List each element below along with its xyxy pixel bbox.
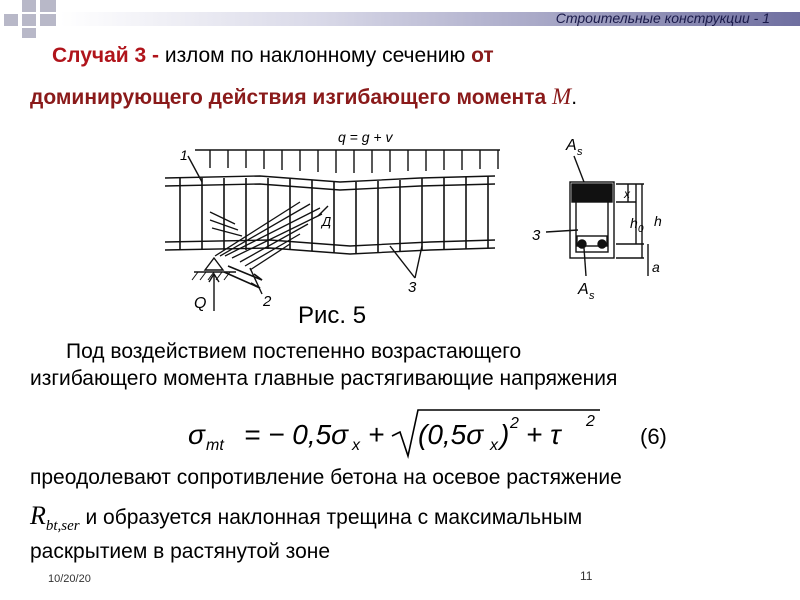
paragraph-line4-text: и образуется наклонная трещина с максимальным	[79, 506, 583, 529]
cross-section-diagram	[526, 126, 676, 316]
paragraph-line3: преодолевают сопротивление бетона на осевое растяжение	[30, 466, 622, 489]
r-subscript: bt,ser	[45, 518, 80, 535]
paragraph-line2: изгибающего момента главные растягивающие напряжения	[30, 367, 618, 390]
label-as-bottom: A	[578, 281, 589, 298]
load-label: q = g + v	[338, 129, 393, 145]
title-from-word: от	[471, 44, 494, 67]
label-h: h	[654, 213, 662, 229]
slide-title-line1	[52, 44, 494, 68]
formula-mt-sub: mt	[206, 437, 224, 454]
formula-6	[186, 406, 606, 462]
label-h0-sub: 0	[638, 224, 644, 235]
equation-number: (6)	[640, 424, 667, 449]
formula-sq1: 2	[510, 415, 519, 432]
r-symbol: $R_{bt,ser}$	[30, 501, 80, 535]
label-a: a	[652, 259, 660, 275]
footer-date: 10/20/20	[48, 573, 91, 585]
label-1: 1	[180, 147, 188, 163]
formula-sigma: σ	[188, 419, 205, 450]
label-x: x	[624, 187, 630, 201]
label-d: Д	[322, 214, 332, 229]
label-q: Q	[194, 295, 207, 312]
formula-plus2: + τ	[526, 419, 561, 450]
title-text-line2: доминирующего действия изгибающего момента	[30, 86, 553, 109]
title-period: .	[571, 86, 578, 109]
page-number: 11	[580, 569, 593, 583]
header-title: Строительные конструкции - 1	[555, 10, 770, 26]
label-as-top-sub: s	[577, 146, 583, 158]
formula-root-body: (0,5σ	[418, 419, 484, 450]
label-2: 2	[263, 293, 272, 310]
formula-plus: +	[368, 419, 385, 450]
moment-symbol: M	[552, 84, 572, 109]
paragraph-line1: Под воздействием постепенно возрастающего	[66, 340, 522, 363]
formula-root-x-sub: x	[490, 437, 498, 454]
figure-caption: Рис. 5	[298, 302, 367, 329]
label-h0: h	[630, 215, 638, 231]
label-as-bottom-sub: s	[589, 290, 595, 302]
beam-diagram	[150, 116, 530, 316]
decorative-squares	[0, 0, 60, 40]
formula-sq2: 2	[586, 413, 595, 430]
paragraph-line5: раскрытием в растянутой зоне	[30, 540, 331, 563]
slide-title-line2	[30, 84, 577, 110]
label-as-top: A	[566, 137, 577, 154]
title-text: излом по наклонному сечению	[159, 44, 472, 67]
label-3-section: 3	[532, 227, 541, 244]
formula-root-close: )	[500, 419, 510, 450]
formula-x-sub: x	[352, 437, 360, 454]
case-label: Случай 3 -	[52, 44, 160, 67]
label-3-beam: 3	[408, 279, 417, 296]
formula-rhs: = − 0,5σ	[244, 419, 349, 450]
paragraph-line4	[30, 501, 582, 535]
